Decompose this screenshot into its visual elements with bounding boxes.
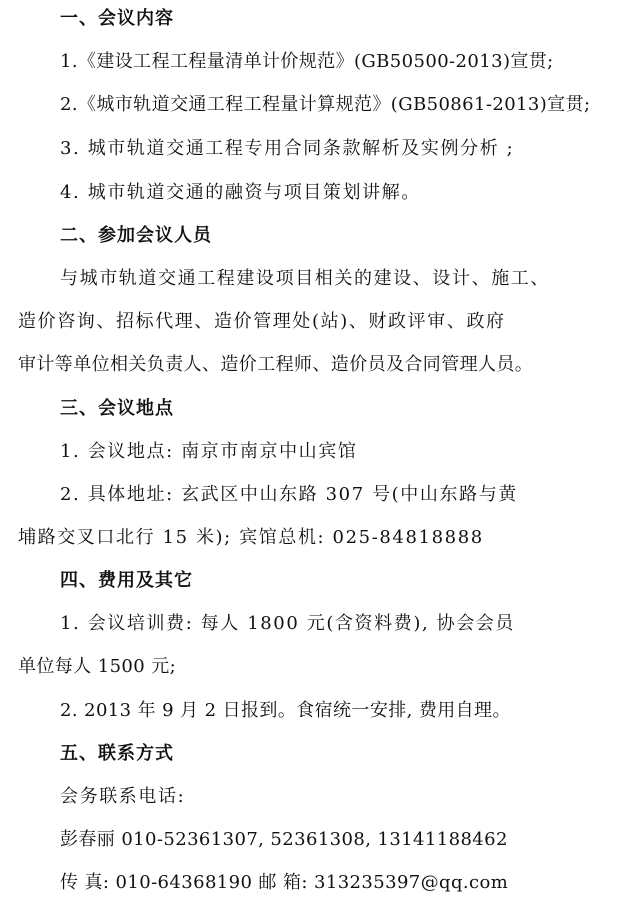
fees-item-2: 2. 2013 年 9 月 2 日报到。食宿统一安排, 费用自理。 (60, 700, 511, 721)
attendees-paragraph-line-1: 与城市轨道交通工程建设项目相关的建设、设计、施工、 (60, 268, 550, 289)
venue-item-1: 1. 会议地点: 南京市南京中山宾馆 (60, 441, 358, 462)
meeting-content-item-3: 3. 城市轨道交通工程专用合同条款解析及实例分析 ; (60, 138, 515, 159)
fees-item-1-continued: 单位每人 1500 元; (18, 656, 177, 677)
section-heading-venue: 三、会议地点 (60, 398, 174, 419)
venue-item-2: 2. 具体地址: 玄武区中山东路 307 号(中山东路与黄 (60, 484, 518, 505)
fees-item-1: 1. 会议培训费: 每人 1800 元(含资料费), 协会会员 (60, 613, 516, 634)
meeting-content-item-1: 1.《建设工程工程量清单计价规范》(GB50500-2013)宣贯; (60, 51, 554, 72)
contact-fax-email: 传 真: 010-64368190 邮 箱: 313235397@qq.com (60, 872, 509, 893)
attendees-paragraph-line-3: 审计等单位相关负责人、造价工程师、造价员及合同管理人员。 (18, 354, 534, 375)
meeting-content-item-2: 2.《城市轨道交通工程工程量计算规范》(GB50861-2013)宣贯; (60, 94, 591, 115)
contact-phone-label: 会务联系电话: (60, 786, 186, 807)
section-heading-fees: 四、费用及其它 (60, 570, 193, 591)
venue-item-2-continued: 埔路交叉口北行 15 米); 宾馆总机: 025-84818888 (18, 527, 484, 548)
attendees-paragraph-line-2: 造价咨询、招标代理、造价管理处(站)、财政评审、政府 (18, 311, 506, 332)
meeting-content-item-4: 4. 城市轨道交通的融资与项目策划讲解。 (60, 182, 421, 203)
contact-person-phones: 彭春丽 010-52361307, 52361308, 13141188462 (60, 829, 508, 850)
section-heading-attendees: 二、参加会议人员 (60, 225, 212, 246)
section-heading-contact: 五、联系方式 (60, 743, 174, 764)
section-heading-meeting-content: 一、会议内容 (60, 8, 174, 29)
